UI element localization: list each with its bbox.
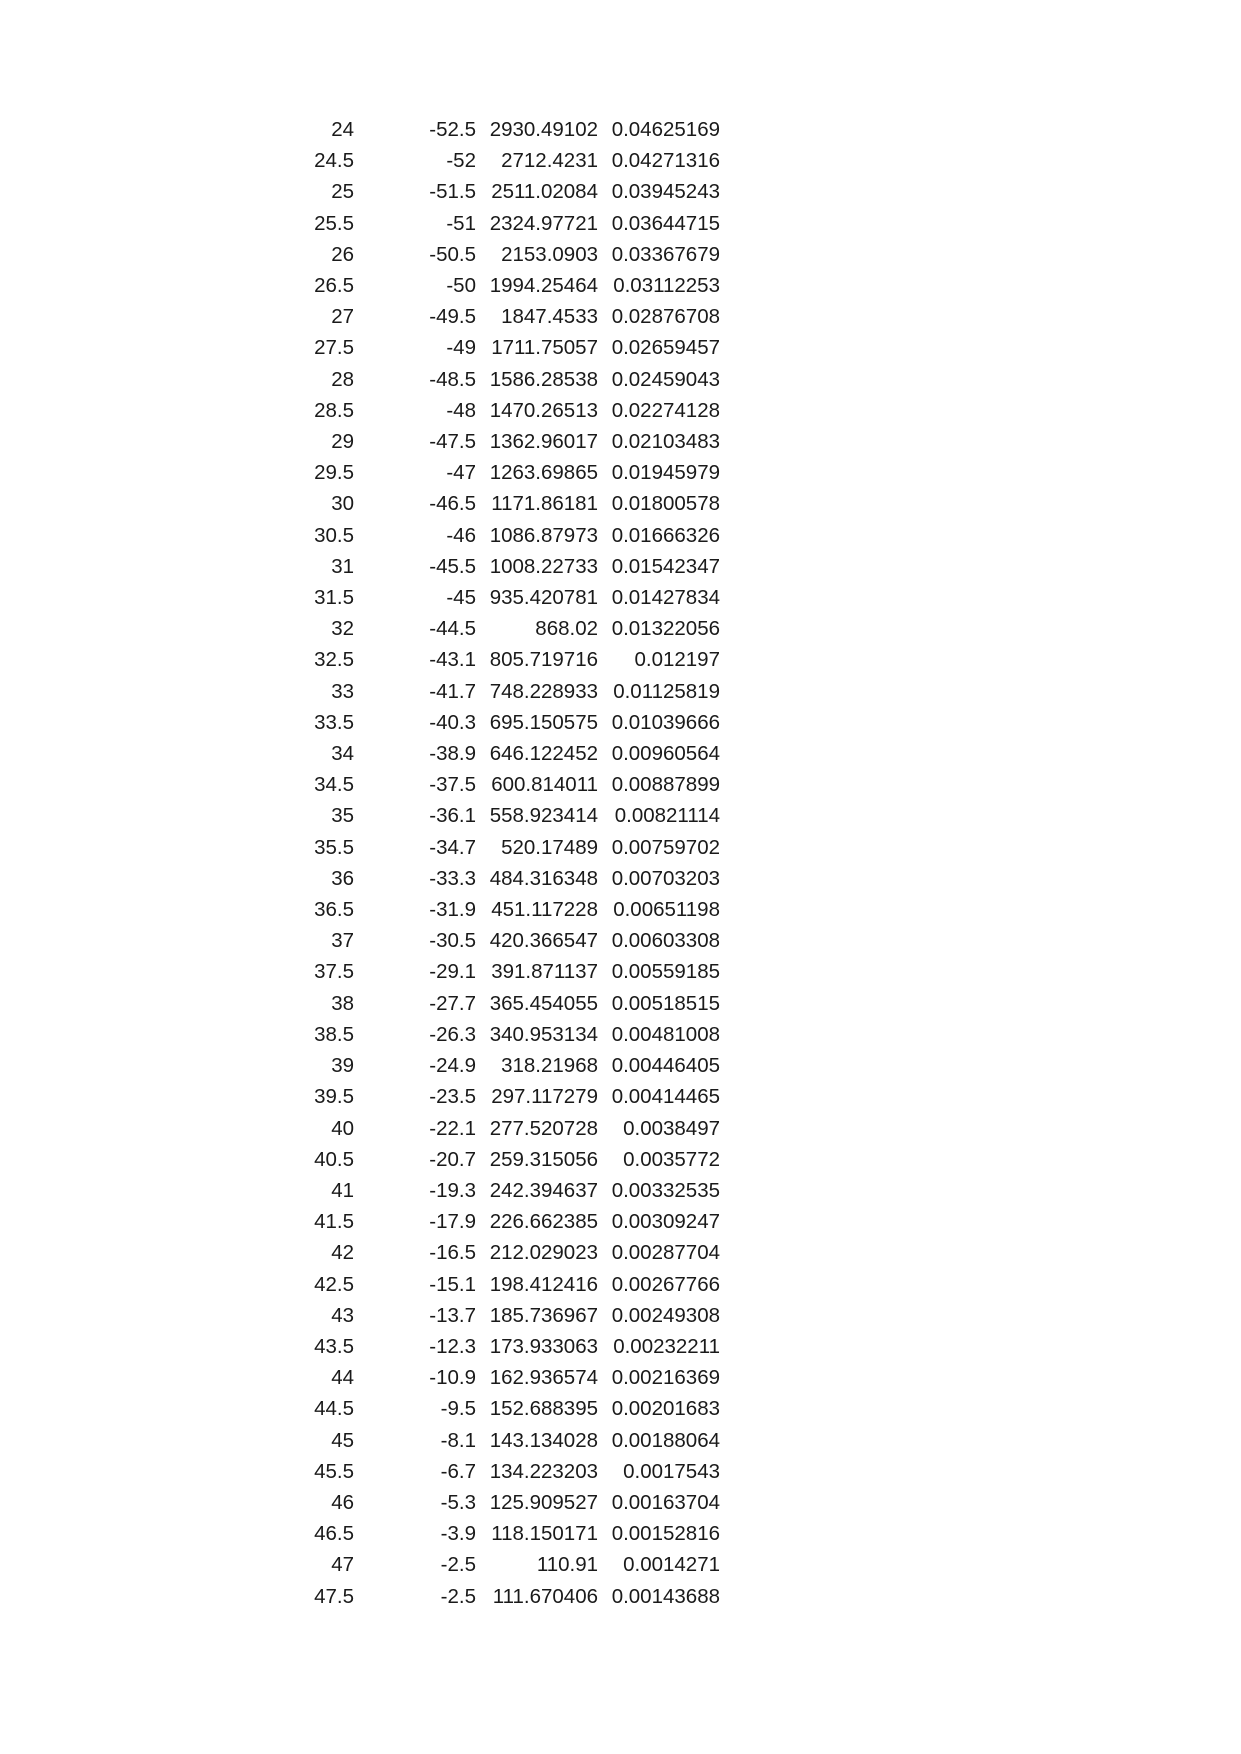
col-d-cell[interactable]: 0.012197	[634, 648, 720, 672]
col-c-cell[interactable]: 695.150575	[489, 710, 598, 734]
col-c-cell[interactable]: 520.17489	[501, 835, 598, 859]
col-a-cell[interactable]: 38	[331, 991, 354, 1015]
col-b-cell[interactable]: -10.9	[429, 1366, 476, 1390]
col-b-cell[interactable]: -38.9	[429, 742, 476, 766]
col-c-cell[interactable]: 162.936574	[489, 1366, 598, 1390]
col-a-cell[interactable]: 44	[331, 1366, 354, 1390]
col-c-cell[interactable]: 1171.86181	[491, 492, 598, 516]
col-d-cell[interactable]: 0.00651198	[613, 898, 720, 922]
col-d-cell[interactable]: 0.00603308	[611, 929, 720, 953]
col-d-cell[interactable]: 0.00216369	[611, 1366, 720, 1390]
col-a-cell[interactable]: 46.5	[314, 1522, 354, 1546]
col-b-cell[interactable]: -16.5	[429, 1241, 476, 1265]
col-c-cell[interactable]: 185.736967	[489, 1303, 598, 1327]
col-d-cell[interactable]: 0.02459043	[611, 367, 720, 391]
col-d-cell[interactable]: 0.04625169	[611, 118, 720, 141]
col-d-cell[interactable]: 0.00703203	[611, 866, 720, 890]
col-a-cell[interactable]: 27	[331, 305, 354, 329]
col-d-cell[interactable]: 0.00559185	[611, 960, 720, 984]
col-a-cell[interactable]: 47.5	[314, 1584, 354, 1608]
table-row	[280, 208, 720, 239]
col-c-cell[interactable]: 935.420781	[489, 586, 598, 610]
col-d-cell[interactable]: 0.00188064	[611, 1428, 720, 1452]
col-a-cell[interactable]: 43	[331, 1303, 354, 1327]
table-row	[280, 1549, 720, 1580]
col-d-cell[interactable]: 0.02274128	[611, 398, 720, 422]
col-b-cell[interactable]: -17.9	[429, 1210, 476, 1234]
col-a-cell[interactable]: 32.5	[314, 648, 354, 672]
col-d-cell[interactable]: 0.0017543	[623, 1459, 720, 1483]
col-a-cell[interactable]: 25.5	[314, 211, 354, 235]
col-a-cell[interactable]: 27.5	[314, 336, 354, 360]
col-d-cell[interactable]: 0.00887899	[611, 773, 720, 797]
col-d-cell[interactable]: 0.01542347	[611, 554, 720, 578]
table-row	[280, 1487, 720, 1518]
col-a-cell[interactable]: 34	[331, 742, 354, 766]
col-c-cell[interactable]: 558.923414	[489, 804, 598, 828]
col-c-cell[interactable]: 198.412416	[489, 1272, 598, 1296]
col-d-cell[interactable]: 0.00518515	[611, 991, 720, 1015]
col-b-cell[interactable]: -49.5	[429, 305, 476, 329]
col-a-cell[interactable]: 38.5	[314, 1022, 354, 1046]
col-c-cell[interactable]: 259.315056	[489, 1147, 598, 1171]
col-a-cell[interactable]: 42	[331, 1241, 354, 1265]
col-b-cell[interactable]: -8.1	[440, 1428, 476, 1452]
col-d-cell[interactable]: 0.00152816	[611, 1522, 720, 1546]
col-c-cell[interactable]: 340.953134	[489, 1022, 598, 1046]
data-table	[280, 114, 720, 1612]
col-d-cell[interactable]: 0.00446405	[611, 1054, 720, 1078]
table-row	[280, 457, 720, 488]
col-c-cell[interactable]: 1470.26513	[489, 398, 598, 422]
col-c-cell[interactable]: 1008.22733	[489, 554, 598, 578]
col-c-cell[interactable]: 805.719716	[489, 648, 598, 672]
col-d-cell[interactable]: 0.04271316	[611, 149, 720, 173]
col-c-cell[interactable]: 868.02	[535, 617, 598, 641]
col-c-cell[interactable]: 2511.02084	[491, 180, 598, 204]
table-row	[280, 863, 720, 894]
col-d-cell[interactable]: 0.03644715	[611, 211, 720, 235]
col-d-cell[interactable]: 0.01945979	[611, 461, 720, 485]
col-a-cell[interactable]: 29	[331, 430, 354, 454]
col-d-cell[interactable]: 0.0035772	[623, 1147, 720, 1171]
col-c-cell[interactable]: 1711.75057	[491, 336, 598, 360]
col-b-cell[interactable]: -44.5	[429, 617, 476, 641]
col-b-cell[interactable]: -33.3	[429, 866, 476, 890]
col-b-cell[interactable]: -49	[446, 336, 476, 360]
col-b-cell[interactable]: -5.3	[440, 1490, 476, 1514]
table-row	[280, 176, 720, 207]
col-b-cell[interactable]: -9.5	[440, 1397, 476, 1421]
col-b-cell[interactable]: -46	[446, 523, 476, 547]
col-d-cell[interactable]: 0.03112253	[613, 274, 720, 298]
col-a-cell[interactable]: 31.5	[314, 586, 354, 610]
col-d-cell[interactable]: 0.01800578	[611, 492, 720, 516]
col-d-cell[interactable]: 0.00232211	[613, 1334, 720, 1358]
table-row	[280, 1269, 720, 1300]
col-d-cell[interactable]: 0.00249308	[611, 1303, 720, 1327]
col-b-cell[interactable]: -30.5	[429, 929, 476, 953]
table-row	[280, 1425, 720, 1456]
table-row	[280, 894, 720, 925]
col-a-cell[interactable]: 35	[331, 804, 354, 828]
col-c-cell[interactable]: 1994.25464	[489, 274, 598, 298]
col-b-cell[interactable]: -3.9	[440, 1522, 476, 1546]
col-d-cell[interactable]: 0.00414465	[611, 1085, 720, 1109]
col-c-cell[interactable]: 391.871137	[491, 960, 598, 984]
col-d-cell[interactable]: 0.00309247	[611, 1210, 720, 1234]
table-row	[280, 301, 720, 332]
col-c-cell[interactable]: 2153.0903	[501, 242, 598, 266]
col-b-cell[interactable]: -31.9	[429, 898, 476, 922]
col-a-cell[interactable]: 36.5	[314, 898, 354, 922]
col-c-cell[interactable]: 451.117228	[491, 898, 598, 922]
col-b-cell[interactable]: -43.1	[429, 648, 476, 672]
col-a-cell[interactable]: 31	[331, 554, 354, 578]
col-b-cell[interactable]: -15.1	[429, 1272, 476, 1296]
table-row	[280, 644, 720, 675]
col-a-cell[interactable]: 39	[331, 1054, 354, 1078]
col-c-cell[interactable]: 134.223203	[489, 1459, 598, 1483]
col-a-cell[interactable]: 45	[331, 1428, 354, 1452]
col-d-cell[interactable]: 0.02876708	[611, 305, 720, 329]
col-c-cell[interactable]: 646.122452	[489, 742, 598, 766]
col-a-cell[interactable]: 37.5	[314, 960, 354, 984]
table-row	[280, 1050, 720, 1081]
col-b-cell[interactable]: -50.5	[429, 242, 476, 266]
table-row	[280, 1019, 720, 1050]
col-b-cell[interactable]: -41.7	[429, 679, 476, 703]
col-a-cell[interactable]: 40.5	[314, 1147, 354, 1171]
table-row	[280, 1456, 720, 1487]
table-row	[280, 988, 720, 1019]
col-a-cell[interactable]: 25	[331, 180, 354, 204]
table-row	[280, 520, 720, 551]
col-b-cell[interactable]: -52	[446, 149, 476, 173]
table-row	[280, 613, 720, 644]
col-b-cell[interactable]: -26.3	[429, 1022, 476, 1046]
table-row	[280, 1206, 720, 1237]
table-row	[280, 1331, 720, 1362]
table-row	[280, 1362, 720, 1393]
col-a-cell[interactable]: 36	[331, 866, 354, 890]
col-c-cell[interactable]: 152.688395	[489, 1397, 598, 1421]
col-c-cell[interactable]: 125.909527	[489, 1490, 598, 1514]
col-b-cell[interactable]: -6.7	[440, 1459, 476, 1483]
col-c-cell[interactable]: 1263.69865	[489, 461, 598, 485]
table-row	[280, 1518, 720, 1549]
col-a-cell[interactable]: 33	[331, 679, 354, 703]
col-c-cell[interactable]: 111.670406	[492, 1584, 598, 1608]
col-a-cell[interactable]: 26	[331, 242, 354, 266]
table-row	[280, 1175, 720, 1206]
table-row	[280, 145, 720, 176]
col-b-cell[interactable]: -51.5	[429, 180, 476, 204]
col-c-cell[interactable]: 1362.96017	[489, 430, 598, 454]
col-b-cell[interactable]: -45.5	[429, 554, 476, 578]
col-c-cell[interactable]: 2712.4231	[501, 149, 598, 173]
col-c-cell[interactable]: 318.21968	[501, 1054, 598, 1078]
col-d-cell[interactable]: 0.01427834	[611, 586, 720, 610]
col-c-cell[interactable]: 365.454055	[489, 991, 598, 1015]
table-row	[280, 1081, 720, 1112]
col-d-cell[interactable]: 0.00960564	[611, 742, 720, 766]
col-c-cell[interactable]: 118.150171	[491, 1522, 598, 1546]
col-b-cell[interactable]: -29.1	[429, 960, 476, 984]
table-row	[280, 488, 720, 519]
col-a-cell[interactable]: 42.5	[314, 1272, 354, 1296]
col-c-cell[interactable]: 2930.49102	[489, 118, 598, 141]
col-c-cell[interactable]: 484.316348	[489, 866, 598, 890]
col-a-cell[interactable]: 30.5	[314, 523, 354, 547]
col-d-cell[interactable]: 0.0014271	[623, 1553, 720, 1577]
table-row	[280, 114, 720, 145]
col-a-cell[interactable]: 43.5	[314, 1334, 354, 1358]
col-b-cell[interactable]: -19.3	[429, 1178, 476, 1202]
col-a-cell[interactable]: 35.5	[314, 835, 354, 859]
col-c-cell[interactable]: 226.662385	[489, 1210, 598, 1234]
col-d-cell[interactable]: 0.0038497	[623, 1116, 720, 1140]
col-c-cell[interactable]: 143.134028	[489, 1428, 598, 1452]
col-c-cell[interactable]: 600.814011	[491, 773, 598, 797]
table-row	[280, 1393, 720, 1424]
col-d-cell[interactable]: 0.02103483	[611, 430, 720, 454]
col-a-cell[interactable]: 28	[331, 367, 354, 391]
col-d-cell[interactable]: 0.00759702	[611, 835, 720, 859]
data-table-body	[280, 114, 720, 1612]
table-row	[280, 956, 720, 987]
col-b-cell[interactable]: -27.7	[429, 991, 476, 1015]
col-a-cell[interactable]: 37	[331, 929, 354, 953]
table-row	[280, 551, 720, 582]
col-a-cell[interactable]: 30	[331, 492, 354, 516]
col-c-cell[interactable]: 277.520728	[489, 1116, 598, 1140]
table-row	[280, 239, 720, 270]
col-b-cell[interactable]: -36.1	[429, 804, 476, 828]
col-c-cell[interactable]: 242.394637	[489, 1178, 598, 1202]
col-a-cell[interactable]: 41	[331, 1178, 354, 1202]
col-d-cell[interactable]: 0.00163704	[611, 1490, 720, 1514]
col-a-cell[interactable]: 29.5	[314, 461, 354, 485]
col-c-cell[interactable]: 110.91	[536, 1553, 598, 1577]
table-row	[280, 426, 720, 457]
table-row	[280, 676, 720, 707]
col-c-cell[interactable]: 173.933063	[489, 1334, 598, 1358]
col-b-cell[interactable]: -22.1	[429, 1116, 476, 1140]
col-c-cell[interactable]: 420.366547	[489, 929, 598, 953]
col-b-cell[interactable]: -47.5	[429, 430, 476, 454]
table-row	[280, 270, 720, 301]
col-d-cell[interactable]: 0.01125819	[613, 679, 720, 703]
table-row	[280, 1113, 720, 1144]
col-d-cell[interactable]: 0.03945243	[611, 180, 720, 204]
table-row	[280, 800, 720, 831]
table-row	[280, 1144, 720, 1175]
col-c-cell[interactable]: 1086.87973	[489, 523, 598, 547]
col-d-cell[interactable]: 0.02659457	[611, 336, 720, 360]
col-b-cell[interactable]: -51	[446, 211, 476, 235]
col-a-cell[interactable]: 47	[331, 1553, 354, 1577]
col-d-cell[interactable]: 0.00821114	[614, 804, 720, 828]
col-d-cell[interactable]: 0.01039666	[611, 710, 720, 734]
table-row	[280, 1581, 720, 1612]
col-c-cell[interactable]: 748.228933	[489, 679, 598, 703]
table-row	[280, 925, 720, 956]
col-a-cell[interactable]: 32	[331, 617, 354, 641]
table-row	[280, 1237, 720, 1268]
col-b-cell[interactable]: -34.7	[429, 835, 476, 859]
col-c-cell[interactable]: 2324.97721	[489, 211, 598, 235]
col-b-cell[interactable]: -40.3	[429, 710, 476, 734]
col-b-cell[interactable]: -52.5	[429, 118, 476, 141]
table-row	[280, 364, 720, 395]
col-d-cell[interactable]: 0.03367679	[611, 242, 720, 266]
col-b-cell[interactable]: -50	[446, 274, 476, 298]
table-row	[280, 769, 720, 800]
col-a-cell[interactable]: 28.5	[314, 398, 354, 422]
table-row	[280, 707, 720, 738]
col-b-cell[interactable]: -48.5	[429, 367, 476, 391]
col-c-cell[interactable]: 1586.28538	[489, 367, 598, 391]
col-b-cell[interactable]: -23.5	[429, 1085, 476, 1109]
col-d-cell[interactable]: 0.00287704	[611, 1241, 720, 1265]
col-c-cell[interactable]: 297.117279	[491, 1085, 598, 1109]
col-b-cell[interactable]: -2.5	[440, 1553, 476, 1577]
col-a-cell[interactable]: 46	[331, 1490, 354, 1514]
col-b-cell[interactable]: -24.9	[429, 1054, 476, 1078]
col-b-cell[interactable]: -47	[446, 461, 476, 485]
col-a-cell[interactable]: 39.5	[314, 1085, 354, 1109]
col-a-cell[interactable]: 24.5	[314, 149, 354, 173]
col-b-cell[interactable]: -46.5	[429, 492, 476, 516]
col-d-cell[interactable]: 0.00201683	[611, 1397, 720, 1421]
col-c-cell[interactable]: 212.029023	[489, 1241, 598, 1265]
table-row	[280, 832, 720, 863]
col-a-cell[interactable]: 24	[331, 118, 354, 141]
col-b-cell[interactable]: -13.7	[429, 1303, 476, 1327]
table-row	[280, 738, 720, 769]
col-a-cell[interactable]: 34.5	[314, 773, 354, 797]
table-row	[280, 332, 720, 363]
col-b-cell[interactable]: -20.7	[429, 1147, 476, 1171]
col-d-cell[interactable]: 0.01666326	[611, 523, 720, 547]
col-d-cell[interactable]: 0.00481008	[611, 1022, 720, 1046]
col-a-cell[interactable]: 41.5	[314, 1210, 354, 1234]
col-d-cell[interactable]: 0.00267766	[611, 1272, 720, 1296]
col-d-cell[interactable]: 0.00332535	[611, 1178, 720, 1202]
col-c-cell[interactable]: 1847.4533	[501, 305, 598, 329]
col-a-cell[interactable]: 33.5	[314, 710, 354, 734]
col-b-cell[interactable]: -45	[446, 586, 476, 610]
col-b-cell[interactable]: -37.5	[429, 773, 476, 797]
col-d-cell[interactable]: 0.01322056	[611, 617, 720, 641]
table-row	[280, 395, 720, 426]
col-a-cell[interactable]: 45.5	[314, 1459, 354, 1483]
col-d-cell[interactable]: 0.00143688	[611, 1584, 720, 1608]
col-a-cell[interactable]: 26.5	[314, 274, 354, 298]
col-a-cell[interactable]: 44.5	[314, 1397, 354, 1421]
col-a-cell[interactable]: 40	[331, 1116, 354, 1140]
col-b-cell[interactable]: -2.5	[440, 1584, 476, 1608]
table-row	[280, 582, 720, 613]
col-b-cell[interactable]: -12.3	[429, 1334, 476, 1358]
table-row	[280, 1300, 720, 1331]
col-b-cell[interactable]: -48	[446, 398, 476, 422]
